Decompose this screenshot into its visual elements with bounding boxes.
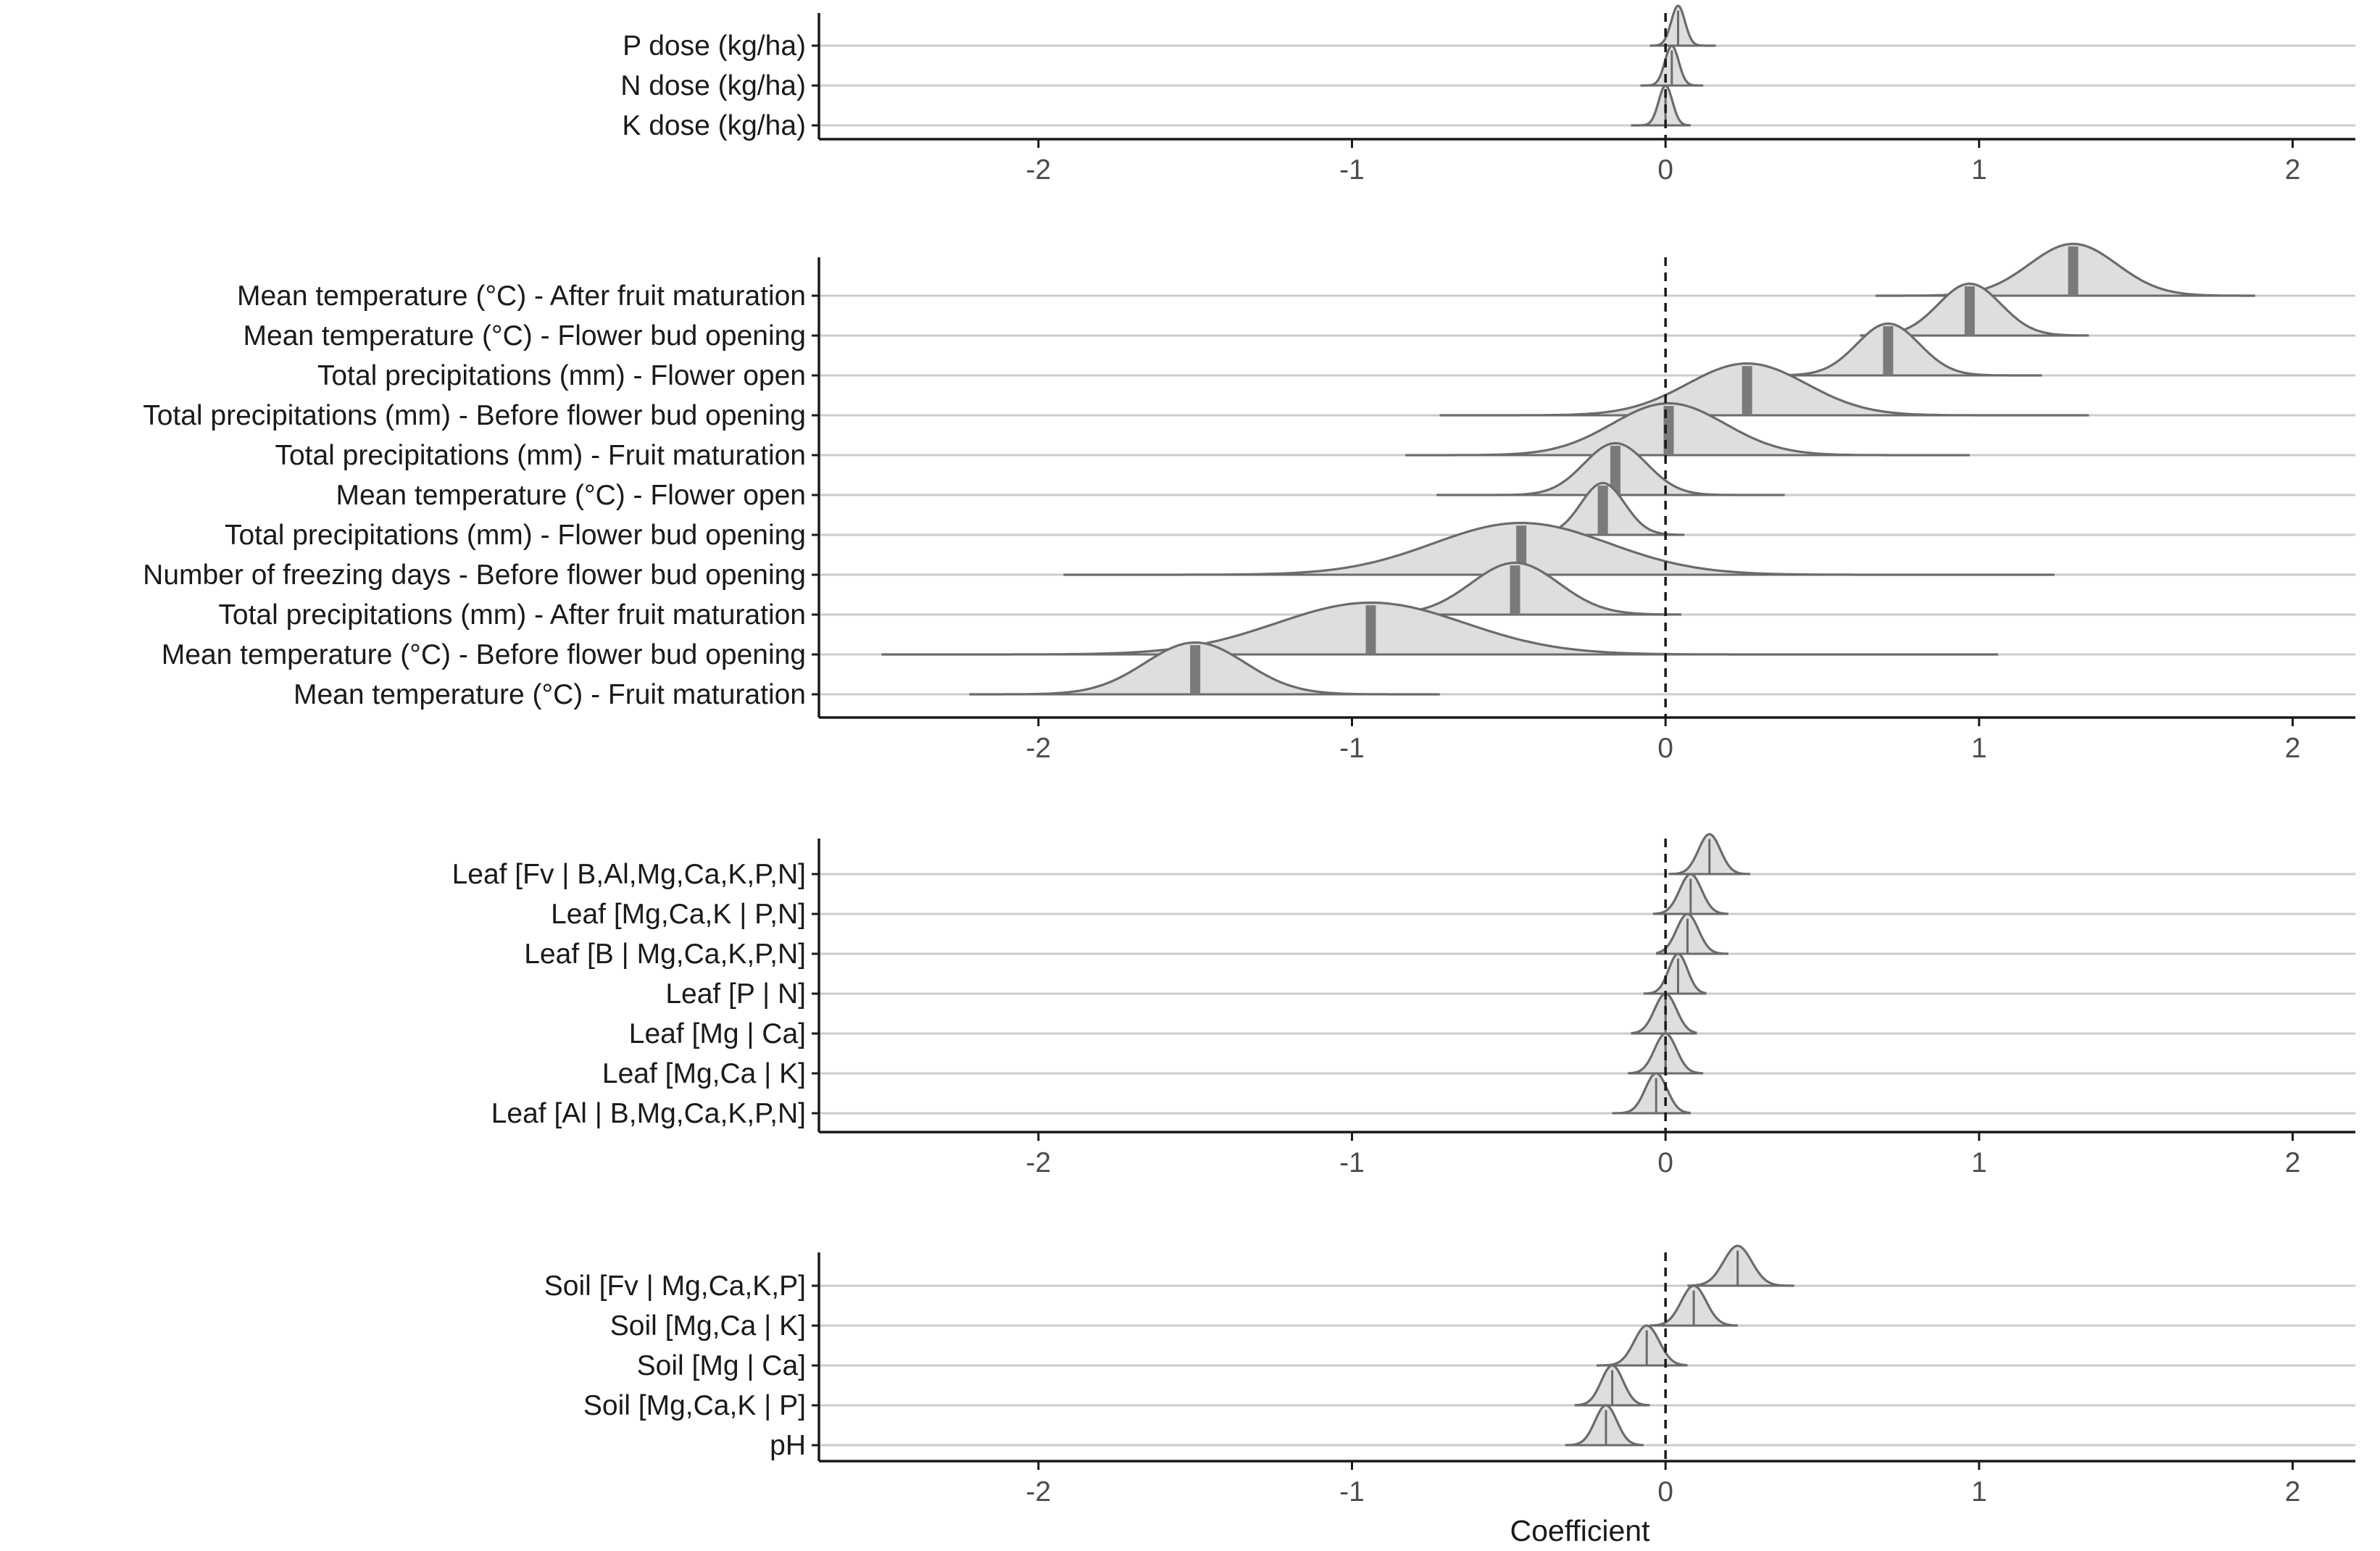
x-tick-label: 1 bbox=[1971, 1476, 1987, 1508]
panel-3 bbox=[452, 834, 2355, 1178]
x-tick-label: -2 bbox=[1025, 1147, 1052, 1178]
x-tick-label: -1 bbox=[1339, 154, 1365, 186]
row-label: Soil [Fv | Mg,Ca,K,P] bbox=[544, 1271, 806, 1302]
row-label: Leaf [Mg | Ca] bbox=[628, 1018, 806, 1049]
row-label: Leaf [Mg,Ca | K] bbox=[602, 1058, 806, 1089]
x-tick-label: 0 bbox=[1657, 733, 1674, 764]
panel-2 bbox=[143, 244, 2355, 765]
x-tick-label: 2 bbox=[2284, 1147, 2301, 1178]
x-tick-label: -2 bbox=[1025, 154, 1052, 186]
x-tick-label: 1 bbox=[1971, 154, 1987, 186]
x-tick-label: -2 bbox=[1025, 733, 1052, 764]
row-label: Mean temperature (°C) - After fruit maturation bbox=[236, 280, 806, 312]
row-label: pH bbox=[770, 1430, 806, 1461]
ridge-fill bbox=[1876, 244, 2255, 296]
x-tick-label: -2 bbox=[1025, 1476, 1052, 1508]
x-tick-label: 2 bbox=[2284, 154, 2301, 186]
x-tick-label: 0 bbox=[1657, 1147, 1674, 1178]
x-tick-label: 2 bbox=[2284, 733, 2301, 764]
x-tick-label: -1 bbox=[1339, 1147, 1365, 1178]
row-label: Mean temperature (°C) - Flower bud opening bbox=[243, 320, 806, 352]
row-label: Total precipitations (mm) - Flower bud opening bbox=[224, 520, 806, 551]
row-label: Mean temperature (°C) - Fruit maturation bbox=[294, 679, 806, 710]
row-label: Number of freezing days - Before flower bud opening bbox=[143, 560, 806, 591]
row-label: Total precipitations (mm) - Before flower bud opening bbox=[143, 400, 806, 431]
row-label: K dose (kg/ha) bbox=[622, 110, 806, 141]
row-label: Soil [Mg | Ca] bbox=[636, 1350, 806, 1381]
row-label: Soil [Mg,Ca | K] bbox=[609, 1310, 806, 1342]
row-label: Mean temperature (°C) - Flower open bbox=[336, 480, 806, 511]
row-label: Mean temperature (°C) - Before flower bud opening bbox=[161, 639, 806, 670]
row-label: Leaf [Fv | B,Al,Mg,Ca,K,P,N] bbox=[452, 859, 806, 890]
x-axis-title: Coefficient bbox=[1510, 1514, 1650, 1547]
row-label: Total precipitations (mm) - Fruit maturation bbox=[275, 440, 806, 471]
ridge-fill bbox=[1687, 1246, 1794, 1286]
row-label: Leaf [P | N] bbox=[665, 978, 806, 1010]
row-label: Total precipitations (mm) - Flower open bbox=[317, 360, 806, 391]
ridge-fill bbox=[1565, 1405, 1644, 1445]
ridge-fill bbox=[1064, 523, 2055, 575]
row-label: Leaf [Al | B,Mg,Ca,K,P,N] bbox=[491, 1098, 806, 1129]
ridge-fill bbox=[1440, 364, 2089, 416]
x-tick-label: -1 bbox=[1339, 1476, 1365, 1508]
row-label: Soil [Mg,Ca,K | P] bbox=[583, 1390, 806, 1421]
row-label: N dose (kg/ha) bbox=[620, 70, 806, 101]
panel-1 bbox=[620, 6, 2355, 186]
panel-4 bbox=[544, 1246, 2355, 1547]
row-label: Leaf [B | Mg,Ca,K,P,N] bbox=[524, 939, 806, 970]
x-tick-label: 1 bbox=[1971, 1147, 1987, 1178]
row-label: P dose (kg/ha) bbox=[623, 30, 806, 62]
x-tick-label: 0 bbox=[1657, 154, 1674, 186]
x-tick-label: 1 bbox=[1971, 733, 1987, 764]
x-tick-label: 2 bbox=[2284, 1476, 2301, 1508]
x-tick-label: 0 bbox=[1657, 1476, 1674, 1508]
ridge-fill bbox=[1597, 1326, 1687, 1365]
row-label: Leaf [Mg,Ca,K | P,N] bbox=[551, 899, 806, 930]
x-tick-label: -1 bbox=[1339, 733, 1365, 764]
row-label: Total precipitations (mm) - After fruit maturation bbox=[218, 599, 806, 631]
